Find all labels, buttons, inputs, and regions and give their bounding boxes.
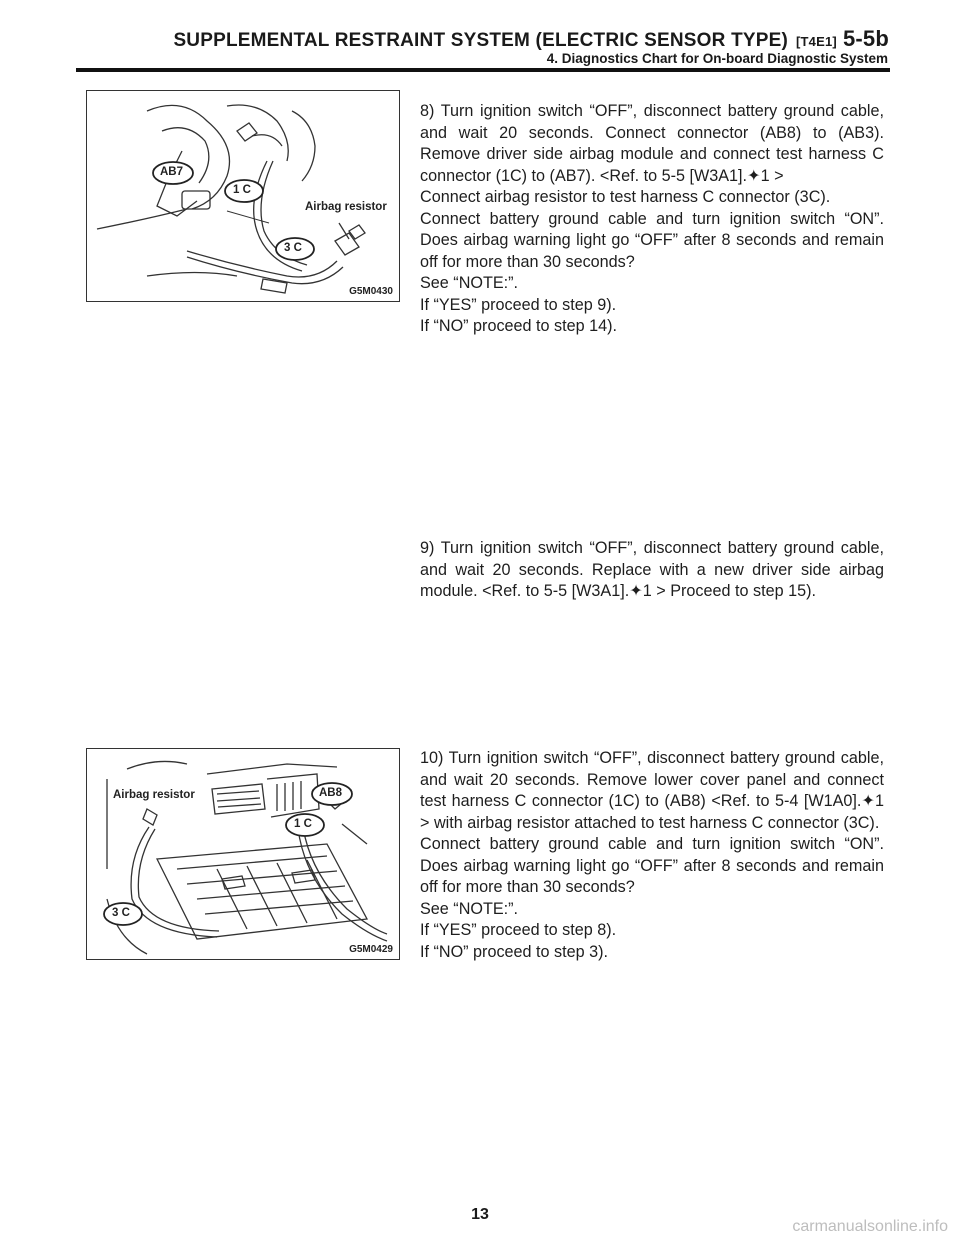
figure-1-drawing	[87, 91, 399, 301]
label-connector-3c: 3 C	[284, 242, 302, 254]
page-header-title	[173, 26, 889, 52]
step-line: If “YES” proceed to step 9).	[420, 295, 617, 314]
step-line: Connect battery ground cable and turn ignition switch “ON”. Does airbag warning light go “OFF” after 8 seconds and remain off for more than 30 seconds?	[420, 209, 884, 271]
step-line: See “NOTE:”.	[420, 899, 519, 918]
step-line: Connect airbag resistor to test harness C connector (3C).	[420, 188, 831, 206]
label-airbag-resistor: Airbag resistor	[113, 789, 195, 801]
step-10	[420, 748, 884, 963]
step-line: See “NOTE:”.	[420, 274, 519, 292]
figure-airbag-resistor-lower-panel	[86, 748, 400, 960]
label-connector-1c: 1 C	[294, 818, 312, 830]
label-connector-3c: 3 C	[112, 907, 130, 919]
step-line: Connect battery ground cable and turn ignition switch “ON”. Does airbag warning light go “OFF” after 8 seconds and remain off for more than 30 seconds?	[420, 835, 884, 896]
step-line: If “NO” proceed to step 14).	[420, 317, 618, 335]
step-8	[420, 101, 884, 338]
step-line: If “YES” proceed to step 8).	[420, 921, 617, 939]
section-page-ref: 5-5b	[842, 26, 889, 51]
step-line: If “NO” proceed to step 3).	[420, 942, 609, 961]
label-connector-ab8: AB8	[319, 787, 343, 799]
step-line: 8) Turn ignition switch “OFF”, disconnect battery ground cable, and wait 20 seconds. Connect connector (AB8) to (AB3). Remove driver side airbag module and connect test harness C connector (1C) to (AB7). <Ref. to 5-5 [W3A1].✦1 >	[420, 102, 884, 185]
label-connector-ab7: AB7	[160, 166, 184, 178]
watermark: carmanualsonline.info	[792, 1218, 948, 1235]
connector-bubbles	[104, 783, 352, 925]
figure-code: G5M0429	[349, 944, 393, 955]
step-9	[420, 538, 884, 603]
label-airbag-resistor: Airbag resistor	[305, 201, 387, 213]
step-line: 9) Turn ignition switch “OFF”, disconnect battery ground cable, and wait 20 seconds. Replace with a new driver side airbag module. <Ref. to 5-5 [W3A1].✦1 > Proceed to step 15).	[420, 539, 884, 600]
page-number: 13	[471, 1206, 489, 1223]
figure-airbag-resistor-steering	[86, 90, 400, 302]
label-connector-1c: 1 C	[233, 184, 251, 196]
section-title: SUPPLEMENTAL RESTRAINT SYSTEM (ELECTRIC SENSOR TYPE)	[173, 30, 789, 51]
header-rule	[76, 68, 890, 72]
section-subtitle: 4. Diagnostics Chart for On-board Diagnostic System	[546, 51, 888, 66]
figure-code: G5M0430	[349, 286, 393, 297]
section-code: [T4E1]	[796, 34, 837, 49]
figure-2-drawing	[87, 749, 399, 959]
step-line: 10) Turn ignition switch “OFF”, disconnect battery ground cable, and wait 20 seconds. Remove lower cover panel and connect test harness C connector (1C) to (AB8) <Ref. to 5-4 [W1A0].✦1 > with airbag resistor attached to test harness C connector (3C).	[420, 749, 884, 832]
